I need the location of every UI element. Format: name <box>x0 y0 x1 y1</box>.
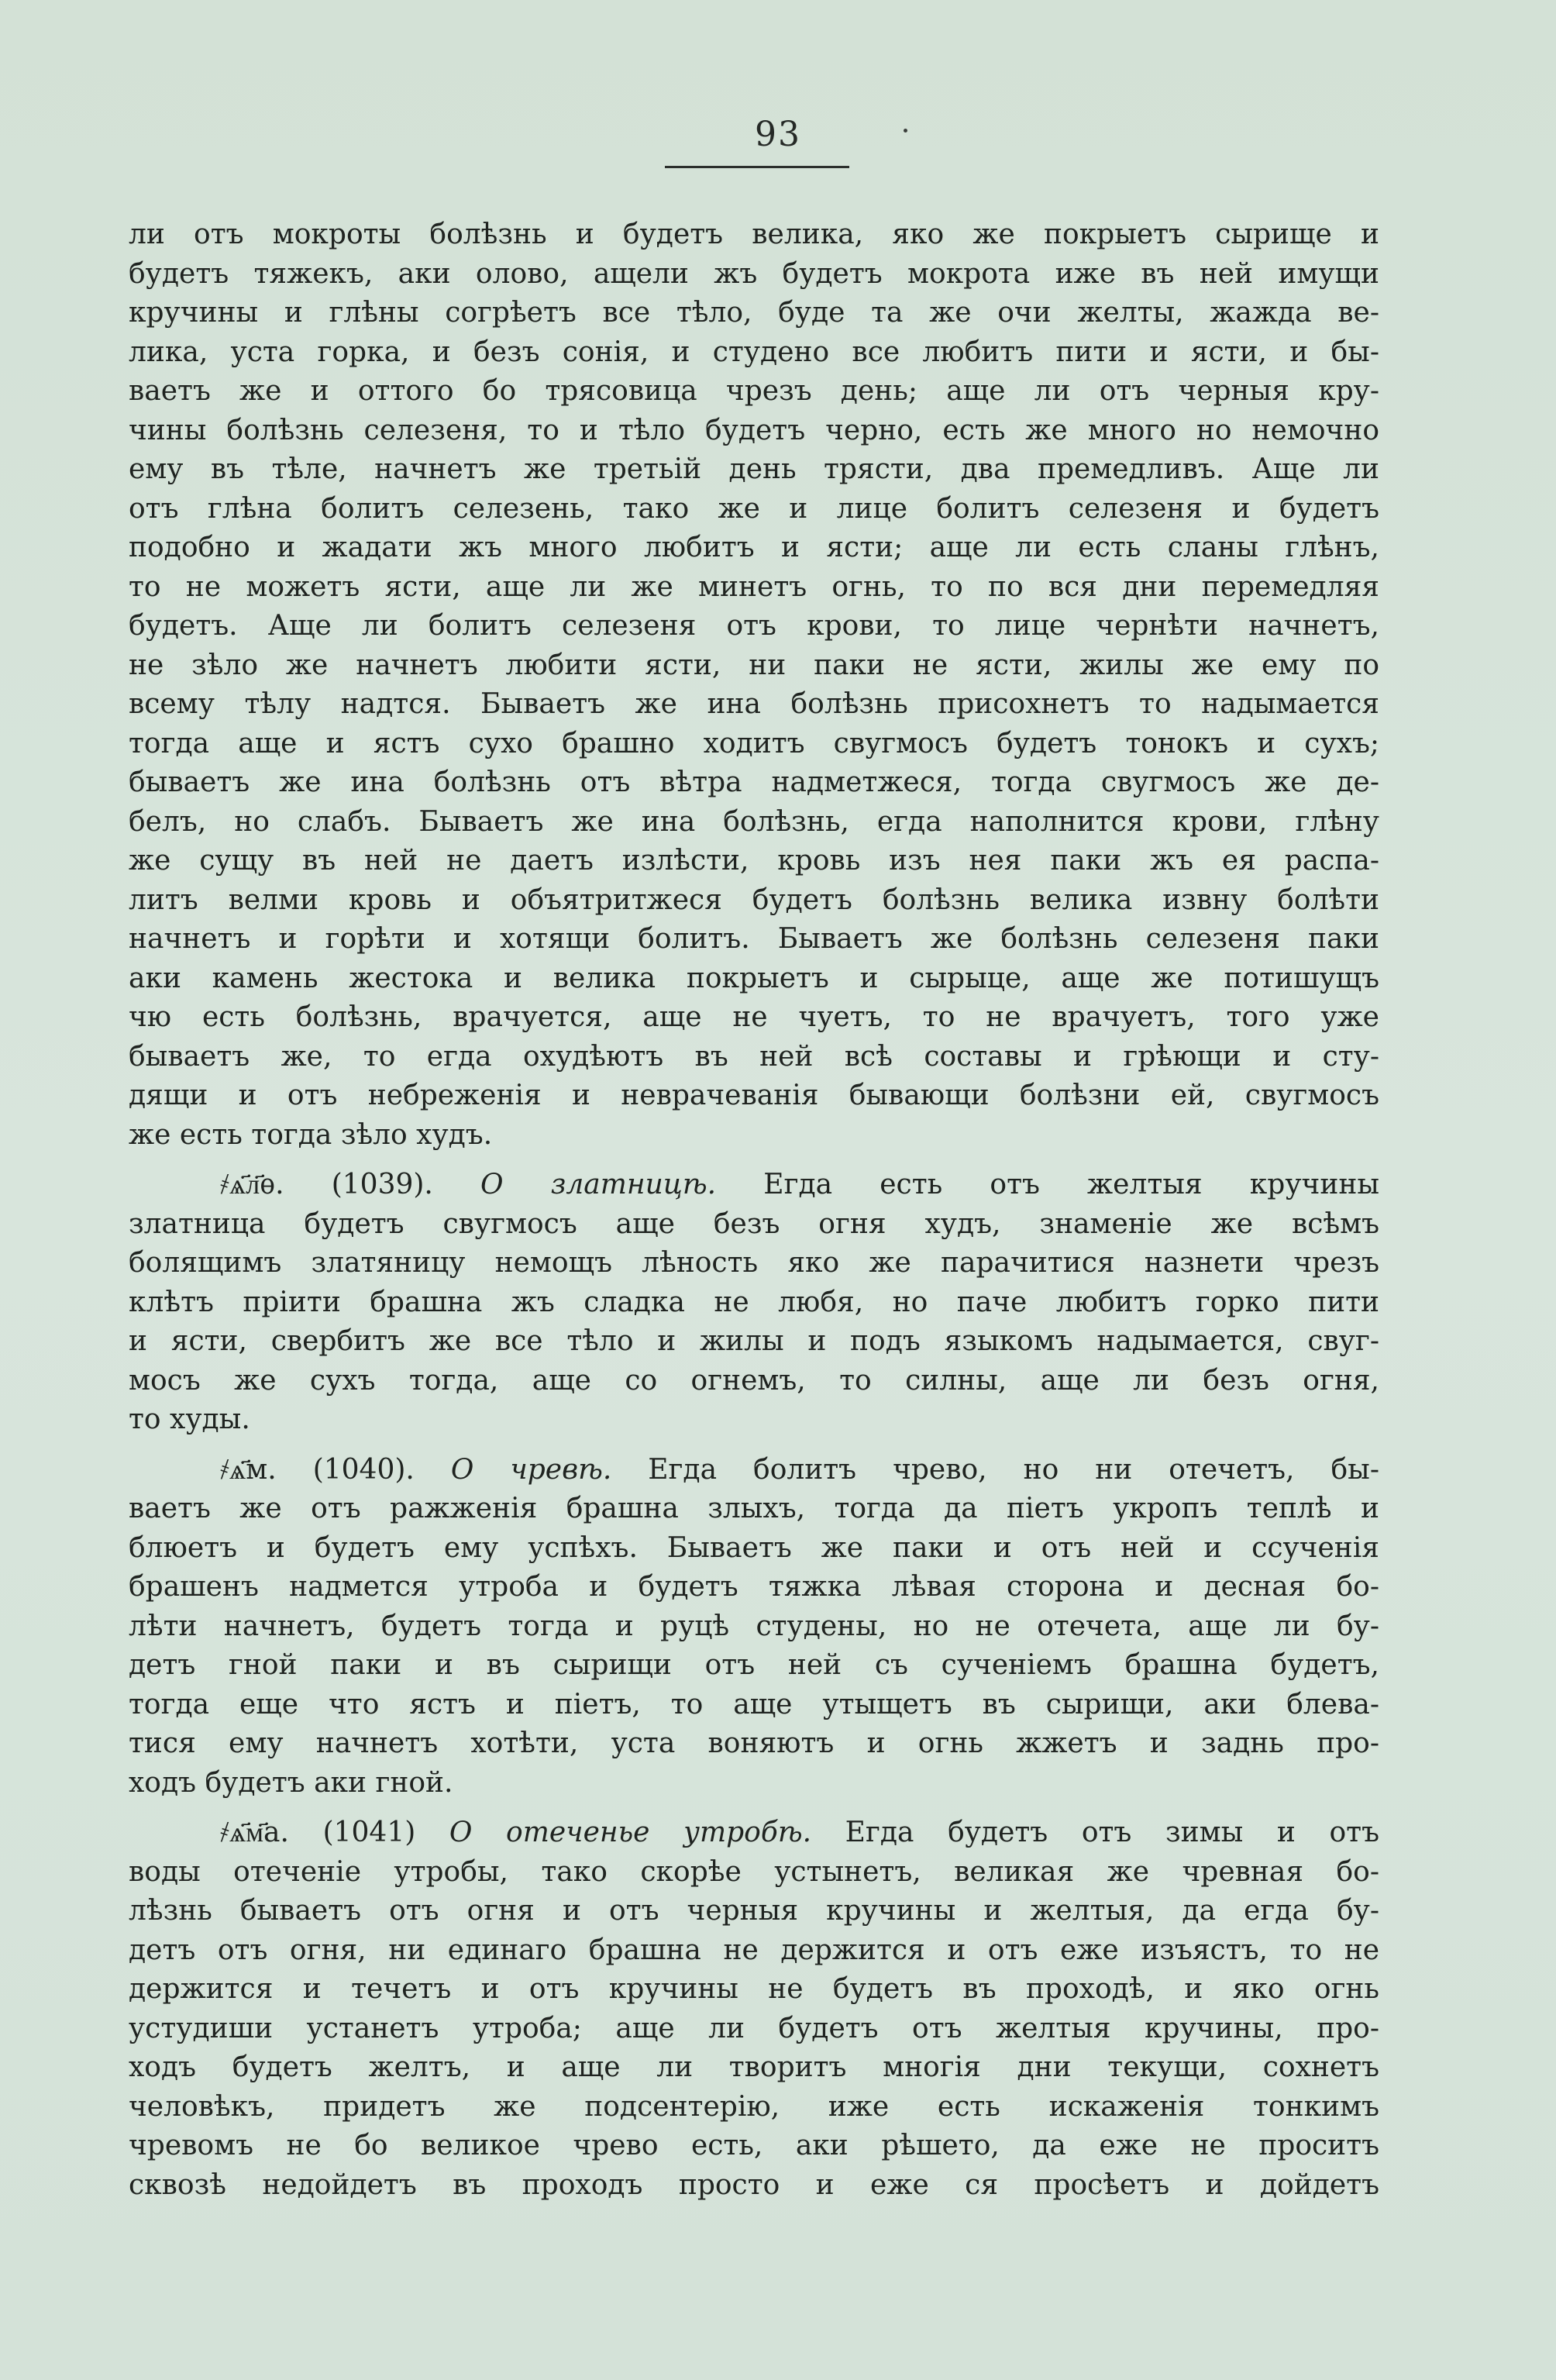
text-line: отъ глѣна болитъ селезень, тако же и лице болитъ селезеня и будетъ <box>129 492 1379 525</box>
text-line: блюетъ и будетъ ему успѣхъ. Бываетъ же паки и отъ ней и ссученія <box>129 1531 1379 1564</box>
header-dot <box>904 129 907 133</box>
paragraph-section-1040 <box>129 1451 1379 1803</box>
text-line: ходъ будетъ желтъ, и аще ли творитъ многія дни текущи, сохнетъ <box>129 2051 1379 2083</box>
text-line: всему тѣлу надтся. Бываетъ же ина болѣзнь присохнетъ то надымается <box>129 688 1379 720</box>
text-line: и ясти, свербитъ же все тѣло и жилы и подъ языкомъ надымается, свуг- <box>129 1325 1379 1357</box>
text-line: же сущу въ ней не даетъ излѣсти, кровь изъ нея паки жъ ея распа- <box>129 845 1379 877</box>
text-line: чины болѣзнь селезеня, то и тѣло будетъ черно, есть же много но немочно <box>129 414 1379 446</box>
paragraph-section-1039 <box>129 1166 1379 1440</box>
text-line: лѣти начнетъ, будетъ тогда и руцѣ студены, но не отечета, аще ли бу- <box>129 1610 1379 1642</box>
text-line: же есть тогда зѣло худъ. <box>129 1118 493 1151</box>
text-line: златница будетъ свугмосъ аще безъ огня худъ, знаменіе же всѣмъ <box>129 1207 1379 1240</box>
text-line: тогда аще и ястъ сухо брашно ходитъ свугмосъ будетъ тонокъ и сухъ; <box>129 727 1379 759</box>
text-line: бываетъ же ина болѣзнь отъ вѣтра надметжеся, тогда свугмосъ же де- <box>129 766 1379 798</box>
section-number: (1041) <box>322 1817 416 1848</box>
text-line: человѣкъ, придетъ же подсентерію, иже есть искаженія тонкимъ <box>129 2090 1379 2123</box>
text-line: чревомъ не бо великое чрево есть, аки рѣшето, да еже не проситъ <box>129 2130 1379 2161</box>
text-line: чю есть болѣзнь, врачуется, аще не чуетъ, то не врачуетъ, того уже <box>129 1001 1379 1033</box>
text-line <box>129 1451 1379 1490</box>
text-line: болящимъ златяницу немощъ лѣность яко же парачитися назнети чрезъ <box>129 1247 1379 1279</box>
paragraph-continuation <box>129 215 1379 1155</box>
text-line: лѣзнь бываетъ отъ огня и отъ черныя кручины и желтыя, да егда бу- <box>129 1895 1379 1927</box>
text-line: бываетъ же, то егда охудѣютъ въ ней всѣ составы и грѣющи и сту- <box>129 1040 1379 1073</box>
text-line: сквозѣ недойдетъ въ проходъ просто и еже ся просѣетъ и дойдетъ <box>129 2168 1379 2201</box>
text-line: воды отеченіе утробы, тако скорѣе устынетъ, великая же чревная бо- <box>129 1855 1379 1888</box>
text-line: дящи и отъ небреженія и неврачеванія бывающи болѣзни ей, свугмосъ <box>129 1080 1379 1111</box>
section-mark: ҂ѧ҃м҃а. <box>220 1817 289 1848</box>
text-line: начнетъ и горѣти и хотящи болитъ. Бываетъ же болѣзнь селезеня паки <box>129 923 1379 955</box>
text-line: держится и течетъ и отъ кручины не будетъ въ проходѣ, и яко огнь <box>129 1973 1379 2005</box>
text-line: тогда еще что ястъ и піетъ, то аще утыщетъ въ сырищи, аки блева- <box>129 1688 1379 1720</box>
section-mark: ҂ѧ҃м. <box>220 1453 277 1486</box>
section-number: (1040). <box>312 1453 415 1486</box>
text-line <box>129 1166 1379 1205</box>
text-line: ходъ будетъ аки гной. <box>129 1766 453 1799</box>
section-title: О отеченье утробѣ. <box>449 1817 812 1848</box>
text-line: будетъ тяжекъ, аки олово, ащели жъ будетъ мокрота иже въ ней имущи <box>129 257 1379 290</box>
text-line: кручины и глѣны согрѣетъ все тѣло, буде та же очи желты, жажда ве- <box>129 297 1379 329</box>
section-first-line-text: Егда будетъ отъ зимы и отъ <box>845 1817 1379 1848</box>
text-line: тися ему начнетъ хотѣти, уста воняютъ и огнь жжетъ и заднь про- <box>129 1727 1379 1759</box>
text-line: ли отъ мокроты болѣзнь и будетъ велика, яко же покрыетъ сырище и <box>129 219 1379 250</box>
section-first-line-text: Егда есть отъ желтыя кручины <box>763 1169 1379 1200</box>
text-line: детъ отъ огня, ни единаго брашна не держится и отъ еже изъястъ, то не <box>129 1934 1379 1966</box>
text-line: будетъ. Аще ли болитъ селезеня отъ крови, то лице чернѣти начнетъ, <box>129 610 1379 642</box>
text-line: аки камень жестока и велика покрыетъ и сырыце, аще же потишущъ <box>129 962 1379 994</box>
text-line: то худы. <box>129 1404 250 1435</box>
text-line: ваетъ же и оттого бо трясовица чрезъ день; аще ли отъ черныя кру- <box>129 375 1379 407</box>
text-line: ему въ тѣле, начнетъ же третьій день трясти, два премедливъ. Аще ли <box>129 453 1379 485</box>
section-first-line-text: Егда болитъ чрево, но ни отечетъ, бы- <box>648 1453 1379 1486</box>
text-line: литъ велми кровь и объятритжеся будетъ болѣзнь велика извну болѣти <box>129 883 1379 916</box>
page-header <box>0 115 1556 154</box>
page-number: 93 <box>755 115 801 154</box>
section-title: О златницѣ. <box>480 1169 717 1200</box>
text-line: лика, уста горка, и безъ сонія, и студено все любитъ пити и ясти, и бы- <box>129 336 1379 368</box>
text-line: ваетъ же отъ ражженія брашна злыхъ, тогда да піетъ укропъ теплѣ и <box>129 1493 1379 1524</box>
section-mark: ҂ѧ҃л҃ѳ. <box>220 1169 284 1200</box>
text-line <box>129 1813 1379 1853</box>
section-title: О чревѣ. <box>450 1453 612 1486</box>
section-number: (1039). <box>331 1169 433 1200</box>
text-line: детъ гной паки и въ сырищи отъ ней съ сученіемъ брашна будетъ, <box>129 1649 1379 1681</box>
text-line: клѣтъ пріити брашна жъ сладка не любя, но паче любитъ горко пити <box>129 1286 1379 1318</box>
text-line: белъ, но слабъ. Бываетъ же ина болѣзнь, егда наполнится крови, глѣну <box>129 805 1379 838</box>
text-line: мосъ же сухъ тогда, аще со огнемъ, то силны, аще ли безъ огня, <box>129 1364 1379 1397</box>
text-line: то не можетъ ясти, аще ли же минетъ огнь, то по вся дни перемедляя <box>129 570 1379 603</box>
text-line: подобно и жадати жъ много любитъ и ясти; аще ли есть сланы глѣнъ, <box>129 532 1379 563</box>
text-line: не зѣло же начнетъ любити ясти, ни паки не ясти, жилы же ему по <box>129 649 1379 681</box>
text-line: брашенъ надмется утроба и будетъ тяжка лѣвая сторона и десная бо- <box>129 1571 1379 1603</box>
paragraph-section-1041 <box>129 1813 1379 2205</box>
text-line: устудиши устанетъ утроба; аще ли будетъ отъ желтыя кручины, про- <box>129 2012 1379 2044</box>
page-body <box>129 215 1379 2205</box>
header-rule <box>665 166 849 168</box>
